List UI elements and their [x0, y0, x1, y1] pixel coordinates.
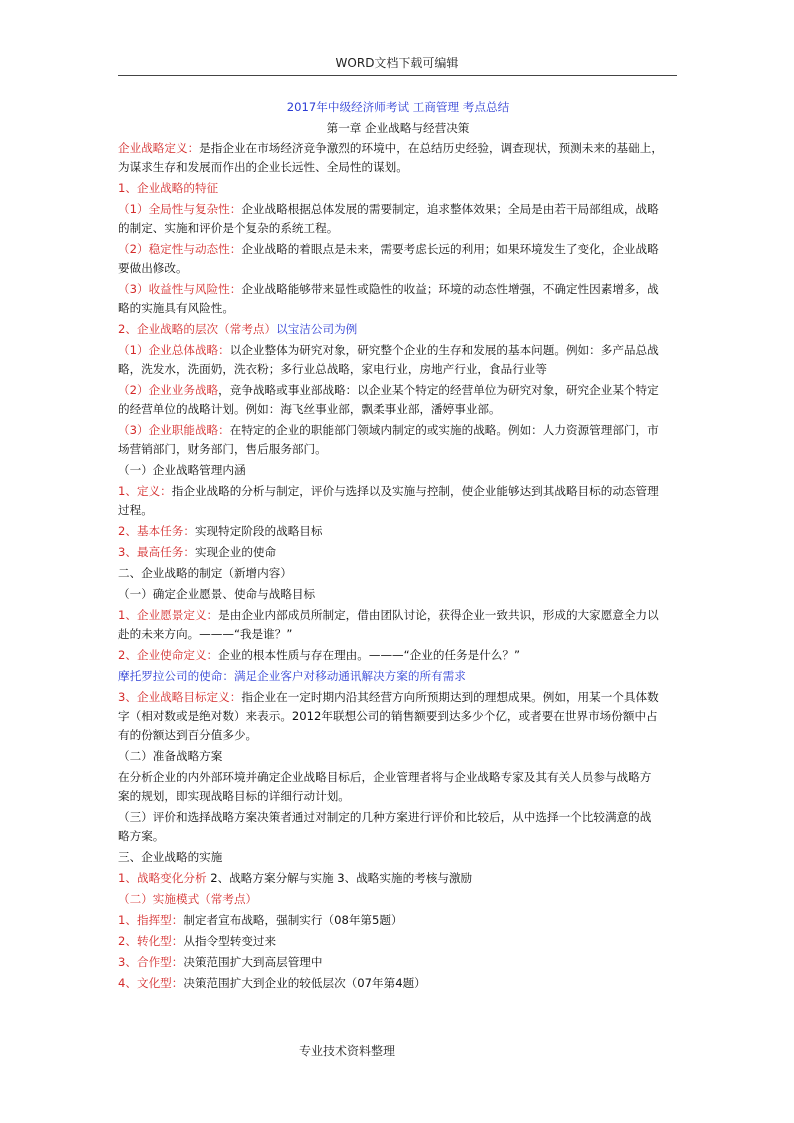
definition-label: 企业战略定义：	[118, 141, 200, 155]
strategy-definition	[118, 139, 678, 177]
feature-text-cont: 的制定、实施和评价是个复杂的系统工程。	[118, 221, 339, 235]
feature-text: 企业战略根据总体发展的需要制定，追求整体效果；全局是由若干局部组成，战略	[241, 202, 659, 216]
level-label: （2）企业业务战略	[118, 383, 219, 397]
definition-text-1: 是指企业在市场经济竞争激烈的环境中，在总结历史经验，调查现状，预测未来的基础上，	[199, 141, 663, 155]
feature-label: （3）收益性与风险性：	[118, 282, 242, 296]
vision-definition: 1、企业愿景定义：是由企业内部成员所制定，借由团队讨论，获得企业一致共识，形成的大家愿意全力以 赴的未来方向。———“我是谁？”	[118, 608, 659, 641]
implementation-steps: 1、战略变化分析 2、战略方案分解与实施 3、战略实施的考核与激励	[118, 871, 473, 885]
basic-task: 2、基本任务：实现特定阶段的战略目标	[118, 524, 323, 538]
level-text-cont: 的经营单位的战略计划。例如：海飞丝事业部，飘柔事业部，潘婷事业部。	[118, 402, 501, 416]
header-divider	[118, 75, 677, 76]
feature-label: （2）稳定性与动态性：	[118, 242, 242, 256]
level-item	[118, 341, 678, 379]
feature-text-cont: 要做出修改。	[118, 261, 188, 275]
levels-heading-note: 以宝洁公司为例	[276, 322, 358, 336]
top-task: 3、最高任务：实现企业的使命	[118, 545, 277, 559]
level-text-cont: 略，洗发水，洗面奶，洗衣粉；多行业总战略，家电行业，房地产行业，食品行业等	[118, 362, 547, 376]
modes-heading: （二）实施模式（常考点）	[118, 892, 258, 906]
chapter-title: 第一章 企业战略与经营决策	[326, 121, 470, 135]
level-text: 以企业整体为研究对象，研究整个企业的生存和发展的基本问题。例如：多产品总战	[229, 343, 659, 357]
feature-item	[118, 200, 678, 238]
management-heading: （一）企业战略管理内涵	[118, 463, 246, 477]
document-title: 2017年中级经济师考试 工商管理 考点总结	[286, 100, 510, 114]
management-def-label: 1、定义：	[118, 484, 172, 498]
level-text: ，竞争战略或事业部战略：以企业某个特定的经营单位为研究对象，研究企业某个特定	[218, 383, 659, 397]
mode-item: 2、转化型：从指令型转变过来	[118, 934, 277, 948]
implementation-heading: 三、企业战略的实施	[118, 850, 223, 864]
page-footer: 专业技术资料整理	[298, 1044, 395, 1058]
mission-definition: 2、企业使命定义：企业的根本性质与存在理由。———“企业的任务是什么？”	[118, 648, 520, 662]
features-heading: 1、企业战略的特征	[118, 181, 219, 195]
level-item	[118, 421, 678, 459]
feature-item	[118, 280, 678, 318]
level-item	[118, 381, 678, 419]
level-text-cont: 场营销部门，财务部门，售后服务部门。	[118, 442, 327, 456]
page-header: WORD文档下载可编辑	[335, 56, 459, 70]
motorola-mission: 摩托罗拉公司的使命：满足企业客户对移动通讯解决方案的所有需求	[118, 669, 466, 683]
feature-item	[118, 240, 678, 278]
feature-text: 企业战略的着眼点是未来，需要考虑长远的利用；如果环境发生了变化，企业战略	[241, 242, 659, 256]
goal-definition: 3、企业战略目标定义：指企业在一定时期内沿其经营方向所预期达到的理想成果。例如，用某一个具体数 字（相对数或是绝对数）来表示。2012年联想公司的销售额要到达多少个亿，或者要在世界市场份额中占 有的份额达到百分值多少。	[118, 690, 659, 742]
feature-label: （1）全局性与复杂性：	[118, 202, 242, 216]
formulation-sub2-text: 在分析企业的内外部环境并确定企业战略目标后，企业管理者将与企业战略专家及其有关人员参与战略方 案的规划，即实现战略目标的详细行动计划。	[118, 770, 652, 803]
formulation-sub2: （二）准备战略方案	[118, 749, 223, 763]
document-body	[118, 97, 678, 995]
management-definition: 1、定义：指企业战略的分析与制定，评价与选择以及实施与控制，使企业能够达到其战略目标的动态管理 过程。	[118, 484, 659, 517]
mode-item: 4、文化型：决策范围扩大到企业的较低层次（07年第4题）	[118, 976, 426, 990]
feature-text-cont: 略的实施具有风险性。	[118, 301, 234, 315]
level-text: 在特定的企业的职能部门领域内制定的或实施的战略。例如：人力资源管理部门，市	[229, 423, 659, 437]
level-label: （1）企业总体战略：	[118, 343, 230, 357]
formulation-sub1: （一）确定企业愿景、使命与战略目标	[118, 587, 316, 601]
feature-text: 企业战略能够带来显性或隐性的收益；环境的动态性增强，不确定性因素增多，战	[241, 282, 659, 296]
definition-text-2: 为谋求生存和发展而作出的企业长远性、全局性的谋划。	[118, 160, 408, 174]
mode-item: 1、指挥型：制定者宣布战略，强制实行（08年第5题）	[118, 913, 403, 927]
levels-heading: 2、企业战略的层次（常考点）以宝洁公司为例	[118, 322, 358, 336]
level-label: （3）企业职能战略：	[118, 423, 230, 437]
mode-item: 3、合作型：决策范围扩大到高层管理中	[118, 955, 323, 969]
formulation-heading: 二、企业战略的制定（新增内容）	[118, 566, 292, 580]
formulation-sub3: （三）评价和选择战略方案决策者通过对制定的几种方案进行评价和比较后，从中选择一个比较满意的战 略方案。	[118, 810, 652, 843]
